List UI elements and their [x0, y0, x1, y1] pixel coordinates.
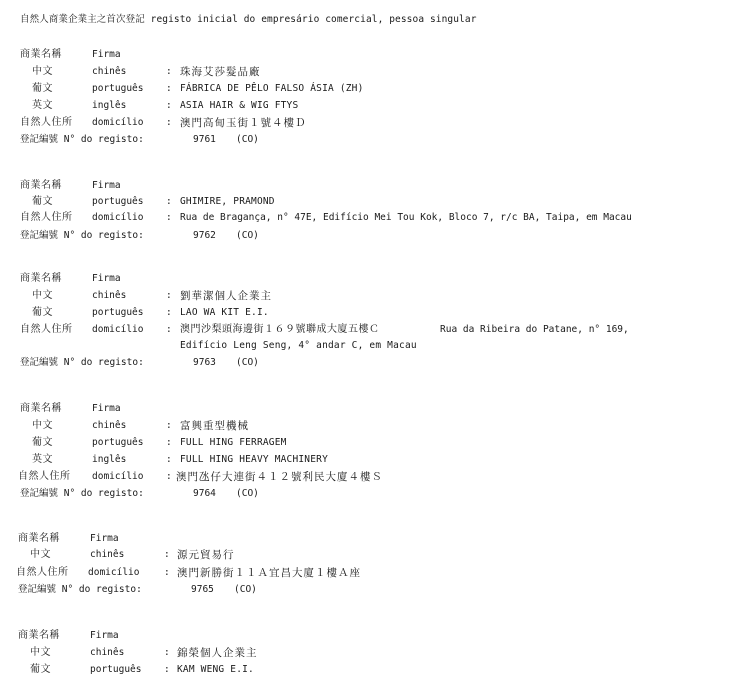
firma-label-zh: 商業名稱: [20, 403, 62, 414]
ingles-value: ASIA HAIR & WIG FTYS: [180, 100, 299, 111]
registo-code: (CO): [236, 357, 259, 368]
registo-label: 登記編號 N° do registo:: [20, 488, 144, 499]
firma-label-pt: Firma: [92, 49, 121, 60]
portugues-value: LAO WA KIT E.I.: [180, 307, 269, 318]
chines-label-zh: 中文: [32, 66, 53, 77]
portugues-value: GHIMIRE, PRAMOND: [180, 196, 275, 207]
colon: :: [166, 307, 172, 318]
colon: :: [166, 471, 172, 482]
chines-label-zh: 中文: [32, 420, 53, 431]
colon: :: [166, 196, 172, 207]
portugues-value: FULL HING FERRAGEM: [180, 437, 287, 448]
registo-label: 登記編號 N° do registo:: [20, 230, 144, 241]
domicilio-label-pt: domicílio: [92, 212, 144, 223]
registo-code: (CO): [236, 230, 259, 241]
chines-value: 源元貿易行: [177, 549, 235, 561]
chines-label-zh: 中文: [30, 549, 51, 560]
portugues-label-zh: 葡文: [30, 664, 51, 675]
domicilio-label-pt: domicílio: [92, 117, 144, 128]
firma-label-zh: 商業名稱: [20, 49, 62, 60]
domicilio-label-zh: 自然人住所: [16, 567, 69, 578]
colon: :: [166, 454, 172, 465]
colon: :: [166, 437, 172, 448]
portugues-label-zh: 葡文: [32, 83, 53, 94]
firma-label-pt: Firma: [92, 180, 121, 191]
registo-label: 登記編號 N° do registo:: [18, 584, 142, 595]
registo-number: 9764: [193, 488, 216, 499]
chines-value: 錦榮個人企業主: [177, 647, 258, 659]
domicilio-value: 澳門高甸玉街１號４樓Ｄ: [180, 117, 307, 129]
firma-label-pt: Firma: [90, 630, 119, 641]
chines-label-pt: chinês: [92, 420, 127, 431]
chines-value: 珠海艾莎髮品廠: [180, 66, 261, 78]
portugues-value: KAM WENG E.I.: [177, 664, 254, 675]
colon: :: [166, 66, 172, 77]
domicilio-label-pt: domicílio: [92, 324, 144, 335]
ingles-label-pt: inglês: [92, 100, 127, 111]
registo-label: 登記編號 N° do registo:: [20, 134, 144, 145]
chines-label-pt: chinês: [90, 549, 125, 560]
portugues-label-pt: português: [92, 307, 144, 318]
colon: :: [164, 647, 170, 658]
colon: :: [164, 567, 170, 578]
registo-number: 9763: [193, 357, 216, 368]
domicilio-value-pt: Rua da Ribeira do Patane, n° 169,: [440, 324, 629, 335]
registo-code: (CO): [236, 488, 259, 499]
colon: :: [164, 549, 170, 560]
registo-code: (CO): [236, 134, 259, 145]
chines-label-zh: 中文: [32, 290, 53, 301]
registo-label: 登記編號 N° do registo:: [20, 357, 144, 368]
domicilio-label-pt: domicílio: [88, 567, 140, 578]
firma-label-zh: 商業名稱: [20, 273, 62, 284]
colon: :: [166, 100, 172, 111]
portugues-label-pt: português: [92, 83, 144, 94]
portugues-value: FÁBRICA DE PÊLO FALSO ÁSIA (ZH): [180, 83, 364, 94]
portugues-label-zh: 葡文: [32, 437, 53, 448]
ingles-label-pt: inglês: [92, 454, 127, 465]
firma-label-pt: Firma: [92, 403, 121, 414]
chines-label-pt: chinês: [92, 290, 127, 301]
domicilio-value: 澳門沙梨頭海邊街１６９號聯成大廈五樓Ｃ: [180, 324, 380, 335]
domicilio-label-zh: 自然人住所: [18, 471, 71, 482]
portugues-label-pt: português: [90, 664, 142, 675]
registo-number: 9762: [193, 230, 216, 241]
domicilio-value: 澳門氹仔大連街４１２號利民大廈４樓Ｓ: [176, 471, 383, 483]
document-title: 自然人商業企業主之首次登記 registo inicial do empresário comercial, pessoa singular: [20, 14, 477, 25]
colon: :: [166, 290, 172, 301]
firma-label-zh: 商業名稱: [18, 533, 60, 544]
colon: :: [166, 83, 172, 94]
portugues-label-pt: português: [92, 196, 144, 207]
chines-value: 富興重型機械: [180, 420, 249, 432]
registo-number: 9761: [193, 134, 216, 145]
colon: :: [166, 117, 172, 128]
registo-code: (CO): [234, 584, 257, 595]
domicilio-label-zh: 自然人住所: [20, 117, 73, 128]
firma-label-zh: 商業名稱: [20, 180, 62, 191]
chines-label-zh: 中文: [30, 647, 51, 658]
domicilio-label-zh: 自然人住所: [20, 324, 73, 335]
ingles-label-zh: 英文: [32, 454, 53, 465]
chines-value: 劉華潔個人企業主: [180, 290, 272, 302]
ingles-label-zh: 英文: [32, 100, 53, 111]
chines-label-pt: chinês: [90, 647, 125, 658]
registo-number: 9765: [191, 584, 214, 595]
domicilio-label-pt: domicílio: [92, 471, 144, 482]
domicilio-value: 澳門新勝街１１Ａ宜昌大廈１樓Ａ座: [177, 567, 361, 579]
chines-label-pt: chinês: [92, 66, 127, 77]
firma-label-zh: 商業名稱: [18, 630, 60, 641]
colon: :: [166, 212, 172, 223]
colon: :: [164, 664, 170, 675]
domicilio-label-zh: 自然人住所: [20, 212, 73, 223]
portugues-label-zh: 葡文: [32, 307, 53, 318]
firma-label-pt: Firma: [92, 273, 121, 284]
colon: :: [166, 420, 172, 431]
firma-label-pt: Firma: [90, 533, 119, 544]
domicilio-value: Rua de Bragança, n° 47E, Edifício Mei Tou Kok, Bloco 7, r/c BA, Taipa, em Macau: [180, 212, 632, 223]
colon: :: [166, 324, 172, 335]
ingles-value: FULL HING HEAVY MACHINERY: [180, 454, 328, 465]
portugues-label-zh: 葡文: [32, 196, 53, 207]
domicilio-value-line2: Edifício Leng Seng, 4° andar C, em Macau: [180, 340, 417, 351]
portugues-label-pt: português: [92, 437, 144, 448]
